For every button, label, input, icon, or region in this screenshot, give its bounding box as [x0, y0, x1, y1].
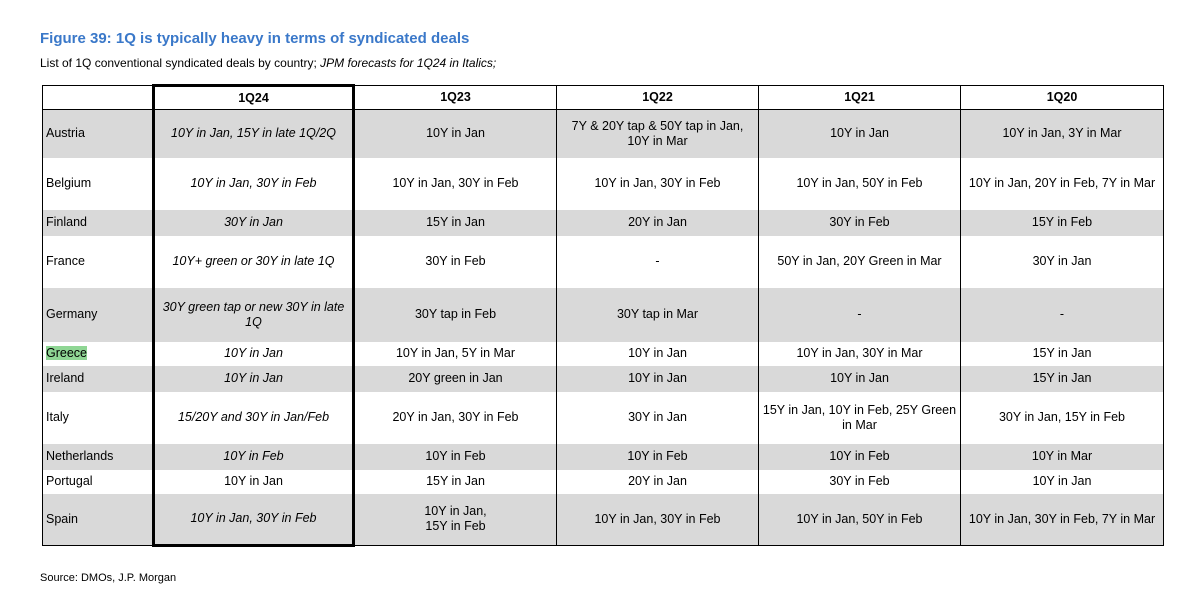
cell-1q22: 30Y in Jan	[557, 392, 759, 444]
country-cell: Netherlands	[43, 444, 154, 470]
cell-1q22: 30Y tap in Mar	[557, 288, 759, 342]
cell-1q22: 10Y in Feb	[557, 444, 759, 470]
table-row	[43, 288, 1164, 342]
table-row	[43, 494, 1164, 546]
cell-1q24: 15/20Y and 30Y in Jan/Feb	[154, 392, 354, 444]
cell-1q23: 10Y in Jan, 30Y in Feb	[354, 158, 557, 210]
country-cell: Portugal	[43, 470, 154, 494]
cell-1q24: 30Y in Jan	[154, 210, 354, 236]
cell-1q21: 10Y in Jan	[759, 110, 961, 158]
table-row	[43, 444, 1164, 470]
cell-1q24: 10Y in Jan	[154, 366, 354, 392]
cell-1q21: 30Y in Feb	[759, 210, 961, 236]
header-1q20: 1Q20	[961, 86, 1164, 110]
cell-1q23: 20Y in Jan, 30Y in Feb	[354, 392, 557, 444]
cell-1q21: 15Y in Jan, 10Y in Feb, 25Y Green in Mar	[759, 392, 961, 444]
cell-1q23: 30Y tap in Feb	[354, 288, 557, 342]
cell-1q21: 30Y in Feb	[759, 470, 961, 494]
cell-1q22: 20Y in Jan	[557, 470, 759, 494]
cell-1q20: 10Y in Jan, 30Y in Feb, 7Y in Mar	[961, 494, 1164, 546]
cell-1q21: -	[759, 288, 961, 342]
country-cell: France	[43, 236, 154, 288]
cell-1q20: 15Y in Feb	[961, 210, 1164, 236]
country-cell	[43, 342, 154, 366]
cell-1q20: 15Y in Jan	[961, 366, 1164, 392]
figure-source: Source: DMOs, J.P. Morgan	[40, 572, 177, 584]
cell-1q21: 10Y in Jan	[759, 366, 961, 392]
cell-1q20: -	[961, 288, 1164, 342]
cell-1q22: 20Y in Jan	[557, 210, 759, 236]
cell-1q20: 30Y in Jan	[961, 236, 1164, 288]
table-row	[43, 342, 1164, 366]
cell-1q24: 10Y in Jan	[154, 470, 354, 494]
table-row	[43, 366, 1164, 392]
country-cell: Finland	[43, 210, 154, 236]
cell-1q23: 10Y in Feb	[354, 444, 557, 470]
subtitle-plain: List of 1Q conventional syndicated deals by country;	[40, 56, 321, 70]
cell-1q22: 10Y in Jan, 30Y in Feb	[557, 158, 759, 210]
cell-1q20: 10Y in Mar	[961, 444, 1164, 470]
cell-1q22: 10Y in Jan, 30Y in Feb	[557, 494, 759, 546]
cell-1q23: 10Y in Jan, 5Y in Mar	[354, 342, 557, 366]
country-cell: Germany	[43, 288, 154, 342]
header-1q21: 1Q21	[759, 86, 961, 110]
cell-1q20: 30Y in Jan, 15Y in Feb	[961, 392, 1164, 444]
figure-subtitle	[40, 56, 496, 70]
table-row	[43, 110, 1164, 158]
country-cell: Austria	[43, 110, 154, 158]
country-cell: Ireland	[43, 366, 154, 392]
cell-1q23: 10Y in Jan	[354, 110, 557, 158]
cell-1q24: 10Y in Jan, 30Y in Feb	[154, 494, 354, 546]
table-row	[43, 158, 1164, 210]
cell-1q20: 10Y in Jan, 3Y in Mar	[961, 110, 1164, 158]
table-row	[43, 210, 1164, 236]
table-row	[43, 392, 1164, 444]
header-country	[43, 86, 154, 110]
cell-1q22: 10Y in Jan	[557, 342, 759, 366]
header-1q24: 1Q24	[154, 86, 354, 110]
syndicated-deals-table	[42, 84, 1164, 547]
table-row	[43, 470, 1164, 494]
table-header-row	[43, 86, 1164, 110]
cell-1q20: 10Y in Jan, 20Y in Feb, 7Y in Mar	[961, 158, 1164, 210]
header-1q22: 1Q22	[557, 86, 759, 110]
cell-1q24: 10Y in Jan	[154, 342, 354, 366]
greece-highlight: Greece	[46, 346, 87, 360]
cell-1q24: 10Y+ green or 30Y in late 1Q	[154, 236, 354, 288]
cell-1q24: 30Y green tap or new 30Y in late 1Q	[154, 288, 354, 342]
cell-1q20: 10Y in Jan	[961, 470, 1164, 494]
country-cell: Belgium	[43, 158, 154, 210]
table-row	[43, 236, 1164, 288]
cell-1q24: 10Y in Feb	[154, 444, 354, 470]
header-1q23: 1Q23	[354, 86, 557, 110]
cell-1q21: 50Y in Jan, 20Y Green in Mar	[759, 236, 961, 288]
country-cell: Spain	[43, 494, 154, 546]
subtitle-italic: JPM forecasts for 1Q24 in Italics;	[320, 56, 497, 70]
cell-1q21: 10Y in Jan, 50Y in Feb	[759, 494, 961, 546]
cell-1q21: 10Y in Jan, 30Y in Mar	[759, 342, 961, 366]
cell-1q22: -	[557, 236, 759, 288]
cell-1q20: 15Y in Jan	[961, 342, 1164, 366]
cell-1q23: 15Y in Jan	[354, 210, 557, 236]
cell-1q21: 10Y in Jan, 50Y in Feb	[759, 158, 961, 210]
figure-title: Figure 39: 1Q is typically heavy in terms of syndicated deals	[40, 30, 470, 47]
cell-1q22: 7Y & 20Y tap & 50Y tap in Jan, 10Y in Mar	[557, 110, 759, 158]
cell-1q23: 20Y green in Jan	[354, 366, 557, 392]
cell-1q24: 10Y in Jan, 30Y in Feb	[154, 158, 354, 210]
cell-1q21: 10Y in Feb	[759, 444, 961, 470]
cell-1q22: 10Y in Jan	[557, 366, 759, 392]
cell-1q23: 10Y in Jan, 15Y in Feb	[354, 494, 557, 546]
cell-1q23: 30Y in Feb	[354, 236, 557, 288]
country-cell: Italy	[43, 392, 154, 444]
cell-1q24: 10Y in Jan, 15Y in late 1Q/2Q	[154, 110, 354, 158]
cell-1q23: 15Y in Jan	[354, 470, 557, 494]
